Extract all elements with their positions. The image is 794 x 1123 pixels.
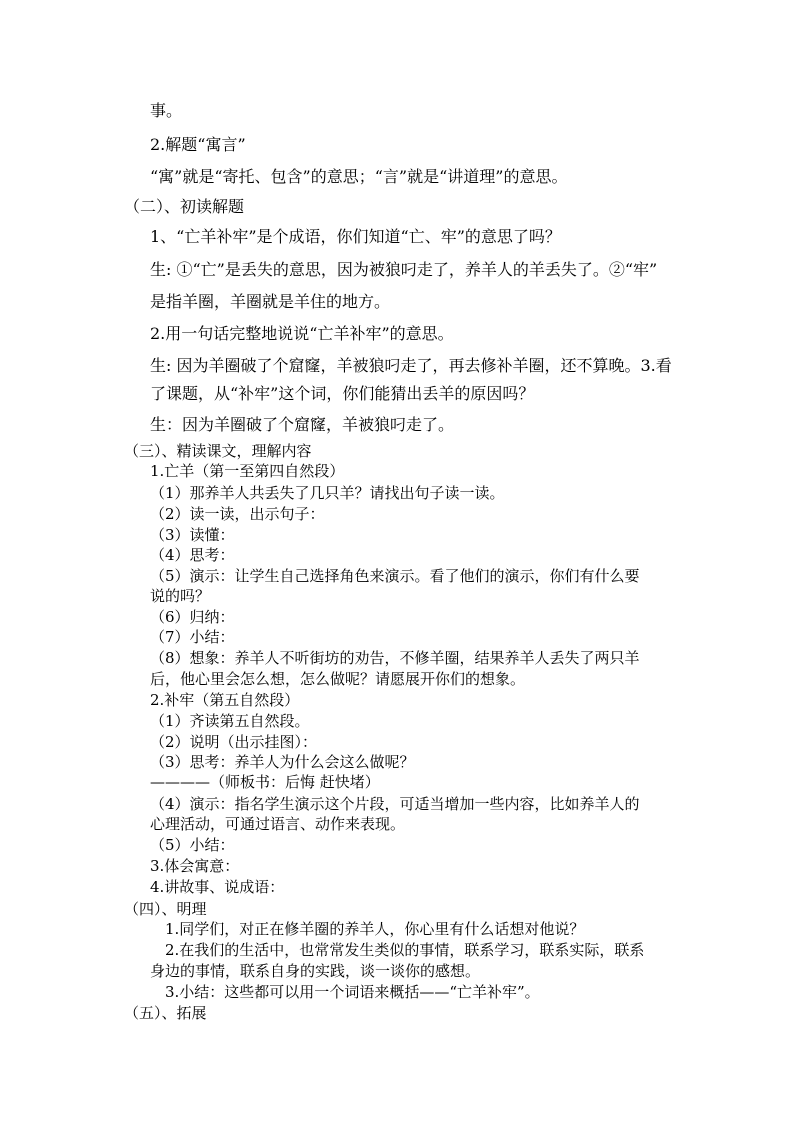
text-line: （8）想象：养羊人不听街坊的劝告，不修羊圈，结果养羊人丢失了两只羊 (150, 649, 640, 667)
text-line: 身边的事情，联系自身的实践，谈一谈你的感想。 (150, 962, 481, 980)
text-line: （2）说明（出示挂图）： (150, 733, 318, 751)
text-line: 是指羊圈，羊圈就是羊住的地方。 (150, 292, 391, 311)
text-line: 生：因为羊圈破了个窟窿，羊被狼叼走了。 (150, 415, 455, 434)
text-line: 生: 因为羊圈破了个窟窿，羊被狼叼走了，再去修补羊圈，还不算晚。3.看 (150, 356, 672, 375)
text-line: （5）小结： (150, 836, 235, 854)
text-line: 说的吗？ (150, 587, 211, 605)
subsection-heading: 2.补牢（第五自然段） (150, 691, 300, 709)
text-line: 事。 (150, 101, 183, 120)
text-line: （5）演示：让学生自己选择角色来演示。看了他们的演示，你们有什么要 (150, 567, 640, 585)
text-line: （6）归纳： (150, 608, 235, 626)
section-heading: （五）、拓展 (124, 1004, 207, 1022)
text-line: 2.用一句话完整地说说“亡羊补牢”的意思。 (150, 324, 454, 343)
subsection-heading: 1.亡羊（第一至第四自然段） (150, 462, 345, 480)
text-line: 2.在我们的生活中，也常常发生类似的事情，联系学习，联系实际，联系 (165, 941, 645, 959)
text-line: （1）齐读第五自然段。 (150, 712, 310, 730)
text-line: （3）读懂： (150, 526, 235, 544)
section-heading: （四）、明理 (124, 900, 207, 918)
text-line: 心理活动，可通过语言、动作来表现。 (150, 815, 406, 833)
text-line: （4）思考： (150, 546, 235, 564)
text-line: （3）思考：养羊人为什么会这么做呢？ (150, 753, 415, 771)
text-line: “寓”就是“寄托、包含”的意思；“言”就是“讲道理”的意思。 (150, 167, 568, 186)
text-line: 生: ①“亡”是丢失的意思，因为被狼叼走了，养羊人的羊丢失了。②“牢” (150, 260, 658, 279)
text-line: （4）演示：指名学生演示这个片段，可适当增加一些内容，比如养羊人的 (150, 795, 640, 813)
text-line: （1）那养羊人共丢失了几只羊？请找出句子读一读。 (150, 484, 505, 502)
text-line: 1.同学们，对正在修羊圈的养羊人，你心里有什么话想对他说？ (165, 920, 585, 938)
text-line: ————（师板书：后悔 赶快堵） (150, 773, 380, 791)
section-heading: （三）、精读课文，理解内容 (124, 442, 312, 460)
text-line: 了课题，从“补牢”这个词，你们能猜出丢羊的原因吗？ (150, 384, 535, 403)
text-line: 3.小结：这些都可以用一个词语来概括——“亡羊补牢”。 (165, 983, 540, 1001)
text-line: 2.解题“寓言” (150, 135, 246, 154)
text-line: 后，他心里会怎么想，怎么做呢？请愿展开你们的想象。 (150, 670, 526, 688)
section-heading: （二）、初读解题 (124, 197, 245, 216)
text-line: （2）读一读，出示句子： (150, 505, 325, 523)
text-line: 4.讲故事、说成语： (150, 878, 285, 896)
text-line: 1、“亡羊补牢”是个成语，你们知道“亡、牢”的意思了吗？ (150, 227, 561, 246)
text-line: （7）小结： (150, 628, 235, 646)
text-line: 3.体会寓意： (150, 857, 240, 875)
